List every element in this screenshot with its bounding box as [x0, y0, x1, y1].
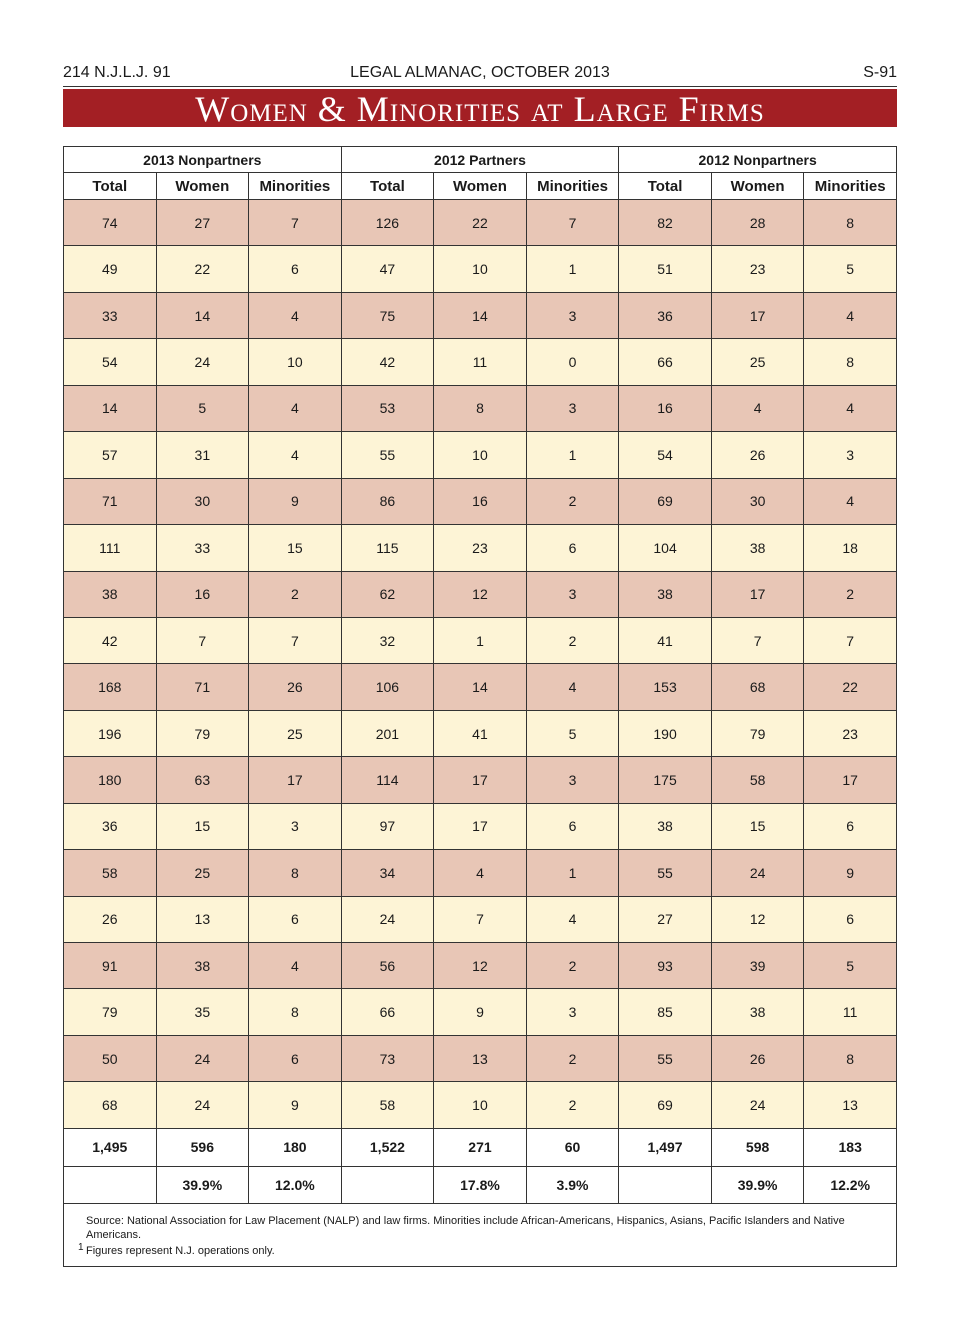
table-row	[64, 292, 897, 338]
table-cell: 8	[804, 339, 897, 385]
table-cell: 33	[156, 525, 249, 571]
table-cell: 71	[156, 664, 249, 710]
table-row	[64, 803, 897, 849]
percentage-row	[64, 1166, 897, 1203]
table-row	[64, 200, 897, 246]
table-cell: 36	[619, 292, 712, 338]
table-cell: 36	[64, 803, 157, 849]
table-cell: 14	[434, 292, 527, 338]
table-cell: 3	[526, 989, 619, 1035]
table-cell: 27	[619, 896, 712, 942]
table-cell: 42	[64, 617, 157, 663]
table-cell: 26	[711, 1035, 804, 1081]
column-header: Total	[64, 173, 157, 200]
table-cell: 7	[249, 617, 342, 663]
table-cell: 27	[156, 200, 249, 246]
table-cell: 153	[619, 664, 712, 710]
table-cell: 4	[526, 896, 619, 942]
column-header: Women	[156, 173, 249, 200]
total-cell: 1,522	[341, 1128, 434, 1166]
table-cell: 97	[341, 803, 434, 849]
table-cell: 1	[526, 432, 619, 478]
table-cell: 22	[434, 200, 527, 246]
group-header: 2013 Nonpartners	[64, 147, 342, 173]
group-header: 2012 Nonpartners	[619, 147, 897, 173]
table-cell: 4	[526, 664, 619, 710]
table-cell: 2	[804, 571, 897, 617]
table-cell: 14	[434, 664, 527, 710]
table-cell: 201	[341, 710, 434, 756]
table-cell: 3	[526, 292, 619, 338]
table-cell: 24	[156, 1035, 249, 1081]
group-header-row	[64, 147, 897, 173]
total-cell: 1,495	[64, 1128, 157, 1166]
table-cell: 17	[434, 803, 527, 849]
table-cell: 93	[619, 943, 712, 989]
table-cell: 9	[249, 1082, 342, 1128]
table-cell: 4	[804, 292, 897, 338]
table-cell: 54	[619, 432, 712, 478]
table-cell: 38	[711, 525, 804, 571]
table-cell: 25	[249, 710, 342, 756]
table-cell: 24	[156, 1082, 249, 1128]
table-cell: 51	[619, 246, 712, 292]
percentage-cell: 17.8%	[434, 1166, 527, 1203]
table-cell: 62	[341, 571, 434, 617]
group-header: 2012 Partners	[341, 147, 619, 173]
percentage-cell	[341, 1166, 434, 1203]
table-cell: 3	[526, 385, 619, 431]
table-row	[64, 525, 897, 571]
table-cell: 7	[249, 200, 342, 246]
table-cell: 111	[64, 525, 157, 571]
table-cell: 24	[341, 896, 434, 942]
table-cell: 6	[804, 803, 897, 849]
table-cell: 1	[434, 617, 527, 663]
table-cell: 9	[804, 850, 897, 896]
table-cell: 85	[619, 989, 712, 1035]
table-cell: 23	[434, 525, 527, 571]
percentage-cell: 39.9%	[156, 1166, 249, 1203]
table-cell: 41	[619, 617, 712, 663]
table-cell: 50	[64, 1035, 157, 1081]
percentage-cell: 12.2%	[804, 1166, 897, 1203]
table-row	[64, 989, 897, 1035]
table-cell: 17	[711, 571, 804, 617]
table-cell: 24	[156, 339, 249, 385]
table-cell: 175	[619, 757, 712, 803]
table-cell: 3	[249, 803, 342, 849]
table-cell: 16	[434, 478, 527, 524]
table-cell: 168	[64, 664, 157, 710]
percentage-cell	[619, 1166, 712, 1203]
table-cell: 8	[249, 850, 342, 896]
table-cell: 69	[619, 478, 712, 524]
table-cell: 53	[341, 385, 434, 431]
table-cell: 13	[804, 1082, 897, 1128]
table-cell: 5	[804, 943, 897, 989]
table-cell: 12	[434, 943, 527, 989]
table-cell: 4	[434, 850, 527, 896]
table-cell: 4	[249, 943, 342, 989]
table-cell: 6	[526, 803, 619, 849]
table-cell: 56	[341, 943, 434, 989]
table-row	[64, 617, 897, 663]
table-cell: 6	[249, 896, 342, 942]
table-cell: 74	[64, 200, 157, 246]
table-cell: 7	[434, 896, 527, 942]
header-divider	[63, 86, 897, 87]
column-header: Women	[711, 173, 804, 200]
total-cell: 596	[156, 1128, 249, 1166]
table-cell: 69	[619, 1082, 712, 1128]
table-row	[64, 571, 897, 617]
table-cell: 30	[711, 478, 804, 524]
table-cell: 0	[526, 339, 619, 385]
data-table-container	[63, 146, 897, 1204]
footnote-box	[63, 1203, 897, 1267]
table-cell: 3	[526, 571, 619, 617]
table-cell: 13	[434, 1035, 527, 1081]
table-cell: 6	[249, 246, 342, 292]
table-cell: 41	[434, 710, 527, 756]
table-cell: 28	[711, 200, 804, 246]
table-cell: 106	[341, 664, 434, 710]
table-cell: 39	[711, 943, 804, 989]
table-cell: 17	[249, 757, 342, 803]
table-cell: 17	[711, 292, 804, 338]
table-cell: 2	[526, 478, 619, 524]
table-cell: 3	[526, 757, 619, 803]
table-cell: 12	[711, 896, 804, 942]
percentage-cell: 3.9%	[526, 1166, 619, 1203]
page-citation: 214 N.J.L.J. 91	[63, 64, 171, 81]
table-cell: 63	[156, 757, 249, 803]
table-cell: 6	[526, 525, 619, 571]
table-cell: 91	[64, 943, 157, 989]
total-cell: 271	[434, 1128, 527, 1166]
table-cell: 57	[64, 432, 157, 478]
table-cell: 9	[434, 989, 527, 1035]
table-cell: 38	[619, 571, 712, 617]
table-cell: 4	[249, 292, 342, 338]
total-cell: 598	[711, 1128, 804, 1166]
table-cell: 180	[64, 757, 157, 803]
table-cell: 54	[64, 339, 157, 385]
table-cell: 23	[804, 710, 897, 756]
table-cell: 22	[156, 246, 249, 292]
table-cell: 15	[156, 803, 249, 849]
table-cell: 2	[526, 1082, 619, 1128]
table-cell: 79	[64, 989, 157, 1035]
percentage-cell: 12.0%	[249, 1166, 342, 1203]
table-cell: 17	[804, 757, 897, 803]
table-cell: 14	[156, 292, 249, 338]
table-cell: 38	[711, 989, 804, 1035]
table-cell: 10	[434, 432, 527, 478]
table-row	[64, 850, 897, 896]
table-cell: 24	[711, 850, 804, 896]
column-header-row	[64, 173, 897, 200]
table-cell: 49	[64, 246, 157, 292]
table-cell: 7	[711, 617, 804, 663]
table-cell: 5	[156, 385, 249, 431]
table-cell: 30	[156, 478, 249, 524]
table-cell: 68	[64, 1082, 157, 1128]
table-cell: 11	[804, 989, 897, 1035]
table-cell: 75	[341, 292, 434, 338]
table-cell: 58	[711, 757, 804, 803]
publication-title: LEGAL ALMANAC, OCTOBER 2013	[350, 64, 610, 81]
total-cell: 183	[804, 1128, 897, 1166]
table-cell: 4	[804, 478, 897, 524]
table-cell: 7	[526, 200, 619, 246]
page-number: S-91	[863, 64, 897, 81]
table-row	[64, 1082, 897, 1128]
table-cell: 1	[526, 246, 619, 292]
table-cell: 86	[341, 478, 434, 524]
page-title: Women & Minorities at Large Firms	[63, 89, 897, 127]
table-row	[64, 432, 897, 478]
table-cell: 33	[64, 292, 157, 338]
table-cell: 71	[64, 478, 157, 524]
table-cell: 34	[341, 850, 434, 896]
table-cell: 8	[249, 989, 342, 1035]
table-cell: 15	[711, 803, 804, 849]
table-cell: 114	[341, 757, 434, 803]
table-cell: 8	[804, 200, 897, 246]
column-header: Total	[619, 173, 712, 200]
table-cell: 79	[711, 710, 804, 756]
table-cell: 16	[156, 571, 249, 617]
column-header: Women	[434, 173, 527, 200]
table-cell: 8	[804, 1035, 897, 1081]
percentage-cell	[64, 1166, 157, 1203]
percentage-cell: 39.9%	[711, 1166, 804, 1203]
table-cell: 24	[711, 1082, 804, 1128]
table-cell: 5	[804, 246, 897, 292]
table-cell: 196	[64, 710, 157, 756]
total-cell: 180	[249, 1128, 342, 1166]
table-cell: 10	[249, 339, 342, 385]
table-cell: 13	[156, 896, 249, 942]
table-cell: 10	[434, 1082, 527, 1128]
table-cell: 4	[249, 385, 342, 431]
table-cell: 47	[341, 246, 434, 292]
table-cell: 32	[341, 617, 434, 663]
table-cell: 26	[249, 664, 342, 710]
table-cell: 26	[64, 896, 157, 942]
table-cell: 2	[249, 571, 342, 617]
table-row	[64, 710, 897, 756]
table-cell: 4	[804, 385, 897, 431]
table-cell: 17	[434, 757, 527, 803]
table-row	[64, 1035, 897, 1081]
footnote-marker: 1	[78, 1242, 84, 1253]
table-cell: 7	[156, 617, 249, 663]
table-body	[64, 200, 897, 1129]
table-cell: 42	[341, 339, 434, 385]
table-cell: 9	[249, 478, 342, 524]
table-cell: 5	[526, 710, 619, 756]
table-cell: 15	[249, 525, 342, 571]
table-row	[64, 246, 897, 292]
table-cell: 22	[804, 664, 897, 710]
table-cell: 115	[341, 525, 434, 571]
table-cell: 7	[804, 617, 897, 663]
table-cell: 66	[619, 339, 712, 385]
table-row	[64, 664, 897, 710]
table-row	[64, 943, 897, 989]
table-cell: 2	[526, 943, 619, 989]
table-cell: 26	[711, 432, 804, 478]
table-cell: 14	[64, 385, 157, 431]
table-cell: 68	[711, 664, 804, 710]
operations-note: Figures represent N.J. operations only.	[86, 1245, 275, 1257]
table-row	[64, 757, 897, 803]
table-cell: 55	[619, 1035, 712, 1081]
table-row	[64, 896, 897, 942]
table-cell: 2	[526, 617, 619, 663]
table-cell: 4	[711, 385, 804, 431]
table-cell: 23	[711, 246, 804, 292]
table-row	[64, 339, 897, 385]
firms-table	[63, 146, 897, 1204]
table-cell: 35	[156, 989, 249, 1035]
totals-row	[64, 1128, 897, 1166]
table-cell: 12	[434, 571, 527, 617]
table-cell: 6	[249, 1035, 342, 1081]
table-cell: 11	[434, 339, 527, 385]
table-cell: 38	[619, 803, 712, 849]
table-cell: 8	[434, 385, 527, 431]
table-row	[64, 478, 897, 524]
table-cell: 6	[804, 896, 897, 942]
table-cell: 66	[341, 989, 434, 1035]
table-cell: 1	[526, 850, 619, 896]
table-cell: 55	[341, 432, 434, 478]
table-cell: 82	[619, 200, 712, 246]
column-header: Total	[341, 173, 434, 200]
table-cell: 3	[804, 432, 897, 478]
table-cell: 190	[619, 710, 712, 756]
page-header	[63, 60, 897, 86]
table-cell: 58	[341, 1082, 434, 1128]
table-cell: 2	[526, 1035, 619, 1081]
column-header: Minorities	[249, 173, 342, 200]
table-cell: 38	[156, 943, 249, 989]
table-cell: 25	[156, 850, 249, 896]
table-cell: 38	[64, 571, 157, 617]
table-cell: 10	[434, 246, 527, 292]
column-header: Minorities	[526, 173, 619, 200]
table-cell: 79	[156, 710, 249, 756]
table-cell: 18	[804, 525, 897, 571]
table-cell: 104	[619, 525, 712, 571]
table-cell: 4	[249, 432, 342, 478]
table-cell: 73	[341, 1035, 434, 1081]
total-cell: 60	[526, 1128, 619, 1166]
column-header: Minorities	[804, 173, 897, 200]
source-note: Source: National Association for Law Placement (NALP) and law firms. Minorities include African-Americans, Hispanics, Asians, Pacific Islanders and Native Americans.	[86, 1215, 845, 1241]
table-cell: 58	[64, 850, 157, 896]
table-cell: 25	[711, 339, 804, 385]
table-cell: 55	[619, 850, 712, 896]
table-cell: 126	[341, 200, 434, 246]
table-row	[64, 385, 897, 431]
total-cell: 1,497	[619, 1128, 712, 1166]
table-cell: 16	[619, 385, 712, 431]
table-cell: 31	[156, 432, 249, 478]
